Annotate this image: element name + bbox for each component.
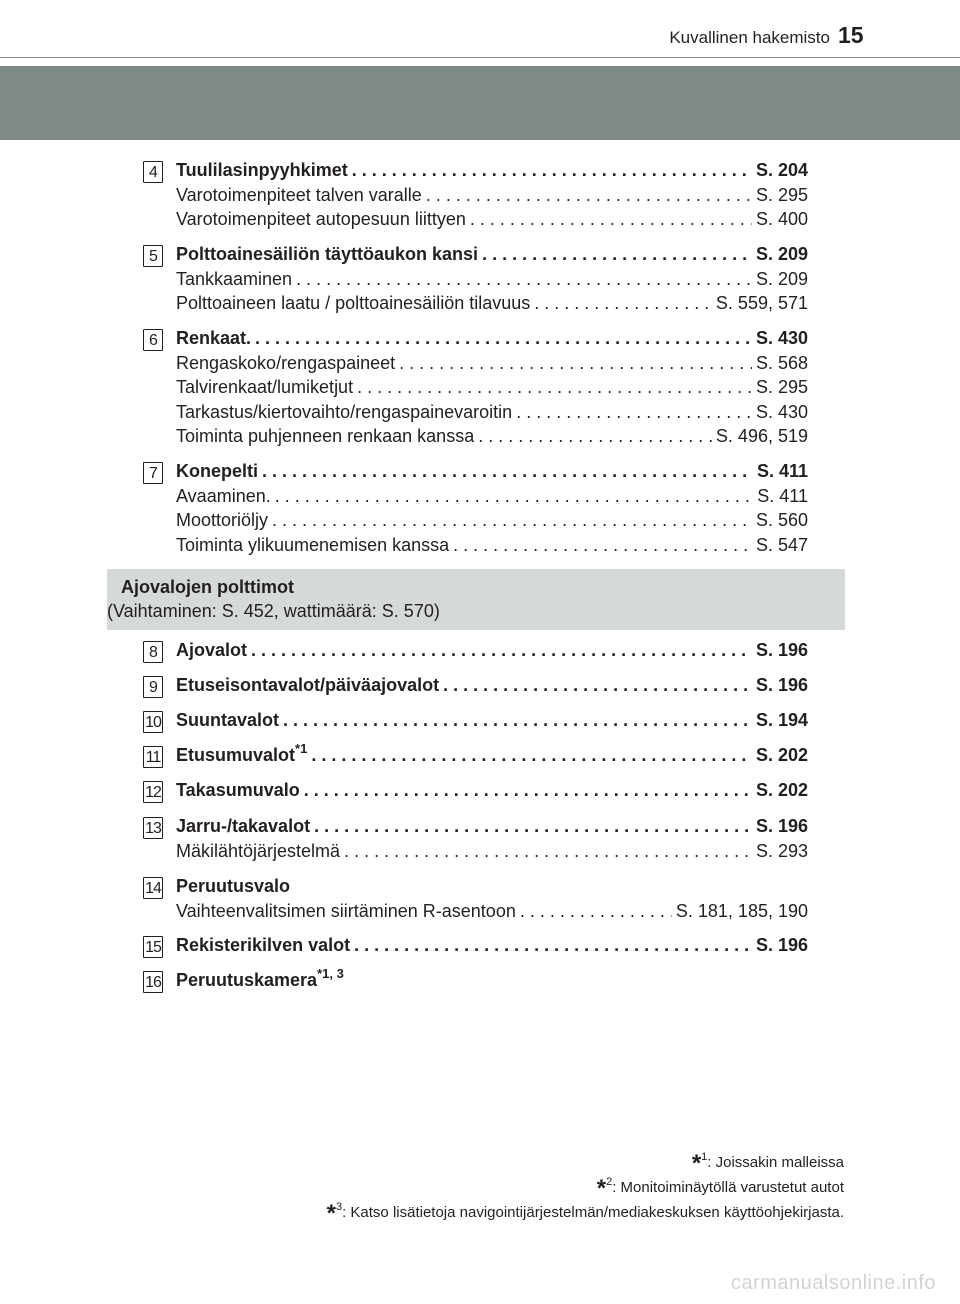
page-reference: S. 430 <box>755 328 808 348</box>
dot-leader <box>470 209 752 230</box>
page-reference: S. 496, 519 <box>715 426 808 446</box>
footnote-text: : Joissakin malleissa <box>707 1154 844 1171</box>
page-reference: S. 559, 571 <box>715 293 808 313</box>
page-reference: S. 560 <box>755 510 808 530</box>
dot-leader <box>255 328 752 349</box>
entry-label <box>176 710 279 731</box>
entry-label <box>176 640 247 661</box>
item-number-badge: 14 <box>143 877 163 899</box>
entry-label-text: Mäkilähtöjärjestelmä <box>176 840 341 861</box>
section-subtitle: (Vaihtaminen: S. 452, wattimäärä: S. 570) <box>107 601 440 621</box>
item-number-badge: 7 <box>143 462 163 484</box>
entry-label <box>176 901 516 922</box>
index-entry-sub[interactable] <box>176 426 808 450</box>
dot-leader <box>314 816 752 837</box>
index-entry-main[interactable] <box>176 966 808 994</box>
item-number-badge: 8 <box>143 641 163 663</box>
entry-label-text: Vaihteenvalitsimen siirtäminen R-asentoon <box>176 900 516 921</box>
entry-label-text: Jarru-/takavalot <box>176 816 311 836</box>
index-entry-sub[interactable] <box>176 901 808 925</box>
item-number-badge: 6 <box>143 329 163 351</box>
entry-label-text: Talvirenkaat/lumiketjut <box>176 377 354 397</box>
item-number-badge: 13 <box>143 817 163 839</box>
index-entry-sub[interactable] <box>176 510 808 534</box>
page-reference: S. 196 <box>755 935 808 955</box>
entry-label-text: Avaaminen. <box>176 485 271 506</box>
page-header <box>0 0 960 58</box>
entry-label <box>176 816 310 837</box>
page-reference: S. 293 <box>755 840 808 861</box>
entry-label <box>176 486 271 507</box>
page-reference: S. 202 <box>755 745 808 765</box>
index-entry-sub[interactable] <box>176 293 808 317</box>
entry-label <box>176 675 439 696</box>
entry-label-text: Tuulilasinpyyhkimet <box>176 160 348 180</box>
page-reference: S. 400 <box>755 209 808 229</box>
entry-label <box>176 402 512 423</box>
entry-label-text: Konepelti <box>176 461 259 481</box>
footnote-text: : Katso lisätietoja navigointijärjestelmän/mediakeskuksen käyttöohjekirjasta. <box>342 1204 844 1221</box>
footnote-mark: 3 <box>335 1201 343 1213</box>
entry-label-text: Renkaat. <box>176 328 252 348</box>
dot-leader <box>352 160 752 181</box>
entry-label <box>176 353 395 374</box>
index-entry-sub[interactable] <box>176 269 808 293</box>
entry-label <box>176 841 340 862</box>
page-reference: S. 196 <box>755 675 808 695</box>
index-entry-sub[interactable] <box>176 535 808 559</box>
index-entry-sub[interactable] <box>176 185 808 209</box>
page-reference: S. 209 <box>755 268 808 289</box>
page-reference: S. 196 <box>755 640 808 660</box>
index-entry-main[interactable] <box>176 675 808 699</box>
index-entry-sub[interactable] <box>176 841 808 865</box>
footnote-3 <box>327 1200 844 1228</box>
dot-leader <box>304 780 752 801</box>
footnote-reference: *1, 3 <box>317 966 344 981</box>
entry-label-text: Suuntavalot <box>176 710 280 730</box>
item-number-badge: 10 <box>143 711 163 733</box>
page-reference: S. 295 <box>755 184 808 205</box>
dot-leader <box>311 745 752 766</box>
page-reference: S. 202 <box>755 780 808 800</box>
footnote-2 <box>597 1175 844 1203</box>
dot-leader <box>399 353 752 374</box>
entry-label <box>176 510 268 531</box>
entry-label <box>176 426 474 447</box>
dot-leader <box>482 244 752 265</box>
page-reference: S. 181, 185, 190 <box>675 900 808 921</box>
entry-label <box>176 328 251 349</box>
dot-leader <box>453 535 752 556</box>
page-reference: S. 295 <box>755 377 808 397</box>
entry-label-text: Varotoimenpiteet autopesuun liittyen <box>176 209 466 229</box>
dot-leader <box>516 402 752 423</box>
index-entry-main[interactable] <box>176 741 808 769</box>
item-number-badge: 9 <box>143 676 163 698</box>
index-entry-main[interactable] <box>176 244 808 268</box>
dot-leader <box>426 185 752 206</box>
index-entry-main[interactable] <box>176 461 808 485</box>
footnote-mark: 2 <box>606 1176 613 1188</box>
dot-leader <box>344 841 752 862</box>
page-reference: S. 204 <box>755 160 808 180</box>
dot-leader <box>272 510 752 531</box>
index-entry-sub[interactable] <box>176 209 808 233</box>
dot-leader <box>275 486 754 507</box>
header-divider <box>0 57 960 58</box>
index-entry-main[interactable] <box>176 160 808 184</box>
entry-label <box>176 966 344 991</box>
dot-leader <box>478 426 712 447</box>
entry-label <box>176 244 478 265</box>
entry-label-text: Toiminta ylikuumenemisen kanssa <box>176 534 450 555</box>
entry-label-text: Etuseisontavalot/päiväajovalot <box>176 675 440 695</box>
entry-label <box>176 160 348 181</box>
entry-label-text: Polttoaineen laatu / polttoainesäiliön tilavuus <box>176 293 531 313</box>
entry-label <box>176 209 466 230</box>
entry-label <box>176 269 292 290</box>
watermark-link[interactable]: carmanualsonline.info <box>730 1272 936 1294</box>
entry-label-text: Rengaskoko/rengaspaineet <box>176 352 396 373</box>
header-band <box>0 66 960 140</box>
index-entry-main[interactable] <box>176 816 808 840</box>
item-number-badge: 15 <box>143 936 163 958</box>
dot-leader <box>520 901 672 922</box>
page-reference: S. 411 <box>757 485 808 506</box>
asterisk-icon: * <box>691 1150 702 1177</box>
page-reference: S. 411 <box>756 461 808 481</box>
entry-label-text: Varotoimenpiteet talven varalle <box>176 184 422 205</box>
entry-label-text: Polttoainesäiliön täyttöaukon kansi <box>176 244 479 264</box>
entry-label-text: Rekisterikilven valot <box>176 935 351 955</box>
dot-leader <box>354 935 752 956</box>
entry-label <box>176 780 300 801</box>
item-number-badge: 16 <box>143 971 163 993</box>
dot-leader <box>262 461 753 482</box>
page-reference: S. 430 <box>755 401 808 422</box>
entry-label <box>176 461 258 482</box>
entry-label-text: Peruutuskamera <box>176 970 318 990</box>
entry-label-text: Etusumuvalot <box>176 745 296 765</box>
entry-label <box>176 377 353 398</box>
dot-leader <box>283 710 752 731</box>
dot-leader <box>443 675 752 696</box>
entry-label-text: Tarkastus/kiertovaihto/rengaspainevaroitin <box>176 401 513 422</box>
footnote-mark: 1 <box>701 1151 708 1163</box>
index-entry-main[interactable] <box>176 780 808 804</box>
index-entry-main[interactable] <box>176 935 808 959</box>
dot-leader <box>251 640 752 661</box>
entry-label <box>176 535 449 556</box>
entry-label <box>176 293 530 314</box>
page-reference: S. 547 <box>755 534 808 555</box>
page-number: 15 <box>838 22 864 48</box>
header-title: Kuvallinen hakemisto <box>669 28 830 47</box>
entry-label <box>176 876 290 897</box>
dot-leader <box>357 377 752 398</box>
section-title: Ajovalojen polttimot <box>121 577 294 597</box>
footnote-1 <box>692 1150 844 1178</box>
index-entry-main[interactable] <box>176 640 808 664</box>
dot-leader <box>296 269 752 290</box>
entry-label-text: Moottoriöljy <box>176 510 269 530</box>
entry-label-text: Toiminta puhjenneen renkaan kanssa <box>176 426 475 446</box>
entry-label <box>176 185 422 206</box>
entry-label-text: Takasumuvalo <box>176 780 300 800</box>
dot-leader <box>534 293 712 314</box>
item-number-badge: 4 <box>143 161 163 183</box>
footnote-text: : Monitoiminäytöllä varustetut autot <box>612 1179 844 1196</box>
entry-label-text: Ajovalot <box>176 640 248 660</box>
index-entry-sub[interactable] <box>176 377 808 401</box>
item-number-badge: 12 <box>143 781 163 803</box>
index-entry-main[interactable] <box>176 328 808 352</box>
entry-label <box>176 935 350 956</box>
index-entry-sub[interactable] <box>176 486 808 510</box>
entry-label-text: Tankkaaminen <box>176 268 293 289</box>
watermark[interactable] <box>0 1272 960 1295</box>
page-reference: S. 196 <box>755 816 808 836</box>
page-reference: S. 568 <box>755 352 808 373</box>
index-entry-main[interactable] <box>176 710 808 734</box>
page-reference: S. 209 <box>755 244 808 264</box>
asterisk-icon: * <box>326 1200 336 1227</box>
item-number-badge: 5 <box>143 245 163 267</box>
page-reference: S. 194 <box>755 710 808 730</box>
entry-label <box>176 741 308 766</box>
index-entry-sub[interactable] <box>176 353 808 377</box>
index-entry-sub[interactable] <box>176 402 808 426</box>
entry-label-text: Peruutusvalo <box>176 876 291 896</box>
item-number-badge: 11 <box>143 746 163 768</box>
asterisk-icon: * <box>596 1175 607 1202</box>
index-entry-main[interactable] <box>176 876 808 900</box>
footnote-reference: *1 <box>295 741 308 756</box>
